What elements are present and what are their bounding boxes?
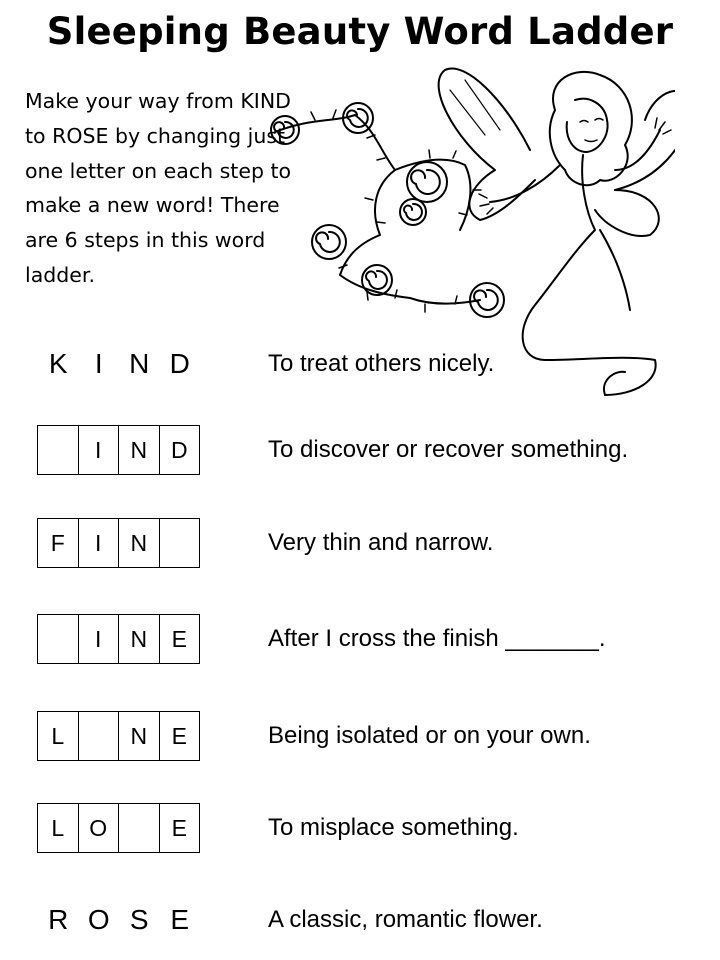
given-letter: O: [87, 904, 110, 935]
given-letter: I: [94, 348, 103, 379]
given-letter: D: [169, 348, 190, 379]
letter-box[interactable]: I: [79, 426, 120, 474]
letter-box[interactable]: N: [119, 519, 160, 567]
rose-icon: [362, 265, 392, 295]
clue-text: Very thin and narrow.: [268, 529, 494, 556]
clue-text: A classic, romantic flower.: [268, 906, 543, 933]
letter-box[interactable]: E: [171, 626, 187, 652]
given-letter: S: [129, 904, 149, 935]
letter-box[interactable]: I: [79, 519, 120, 567]
clue-text: Being isolated or on your own.: [268, 722, 591, 749]
ladder-step-6: [0, 802, 720, 854]
letter-boxes: [37, 711, 200, 761]
given-word: [38, 894, 202, 946]
letter-box[interactable]: I: [79, 615, 120, 663]
letter-box[interactable]: N: [119, 426, 160, 474]
letter-boxes: [37, 518, 200, 568]
clue-text: To misplace something.: [268, 814, 519, 841]
given-letter: E: [170, 904, 190, 935]
letter-boxes: [37, 425, 200, 475]
letter-box[interactable]: N: [119, 615, 160, 663]
given-letter: K: [48, 348, 68, 379]
letter-box[interactable]: [119, 804, 160, 852]
letter-box[interactable]: F: [38, 519, 79, 567]
letter-box[interactable]: E: [171, 815, 187, 841]
letter-box[interactable]: [160, 519, 200, 567]
clue-text: To treat others nicely.: [268, 350, 495, 377]
letter-box[interactable]: O: [79, 804, 120, 852]
rose-icon: [400, 199, 426, 225]
clue-text: To discover or recover something.: [268, 436, 629, 463]
ladder-step-4: [0, 613, 720, 665]
letter-box[interactable]: [38, 426, 79, 474]
letter-box[interactable]: [79, 712, 120, 760]
ladder-step-7: [0, 894, 720, 946]
rose-icon: [312, 225, 346, 259]
rose-icon: [271, 116, 299, 144]
letter-box[interactable]: D: [170, 437, 188, 463]
letter-box[interactable]: N: [119, 712, 160, 760]
instructions-text: Make your way from KIND to ROSE by changing just one letter on each step to make a new word! There are 6 steps in this word ladder.: [25, 89, 292, 287]
page-title: Sleeping Beauty Word Ladder: [46, 10, 674, 53]
letter-boxes: [37, 614, 200, 664]
letter-box[interactable]: E: [171, 723, 187, 749]
ladder-step-3: [0, 517, 720, 569]
given-letter: R: [48, 904, 69, 935]
ladder-step-1: [0, 338, 720, 390]
rose-icon: [407, 162, 447, 202]
given-letter: N: [129, 348, 150, 379]
ladder-step-2: [0, 424, 720, 476]
letter-box[interactable]: [38, 615, 79, 663]
letter-box[interactable]: L: [38, 712, 79, 760]
clue-text: After I cross the finish _______.: [268, 625, 606, 652]
rose-icon: [470, 283, 504, 317]
letter-box[interactable]: L: [38, 804, 79, 852]
ladder-step-5: [0, 710, 720, 762]
given-word: [38, 338, 202, 390]
letter-boxes: [37, 803, 200, 853]
